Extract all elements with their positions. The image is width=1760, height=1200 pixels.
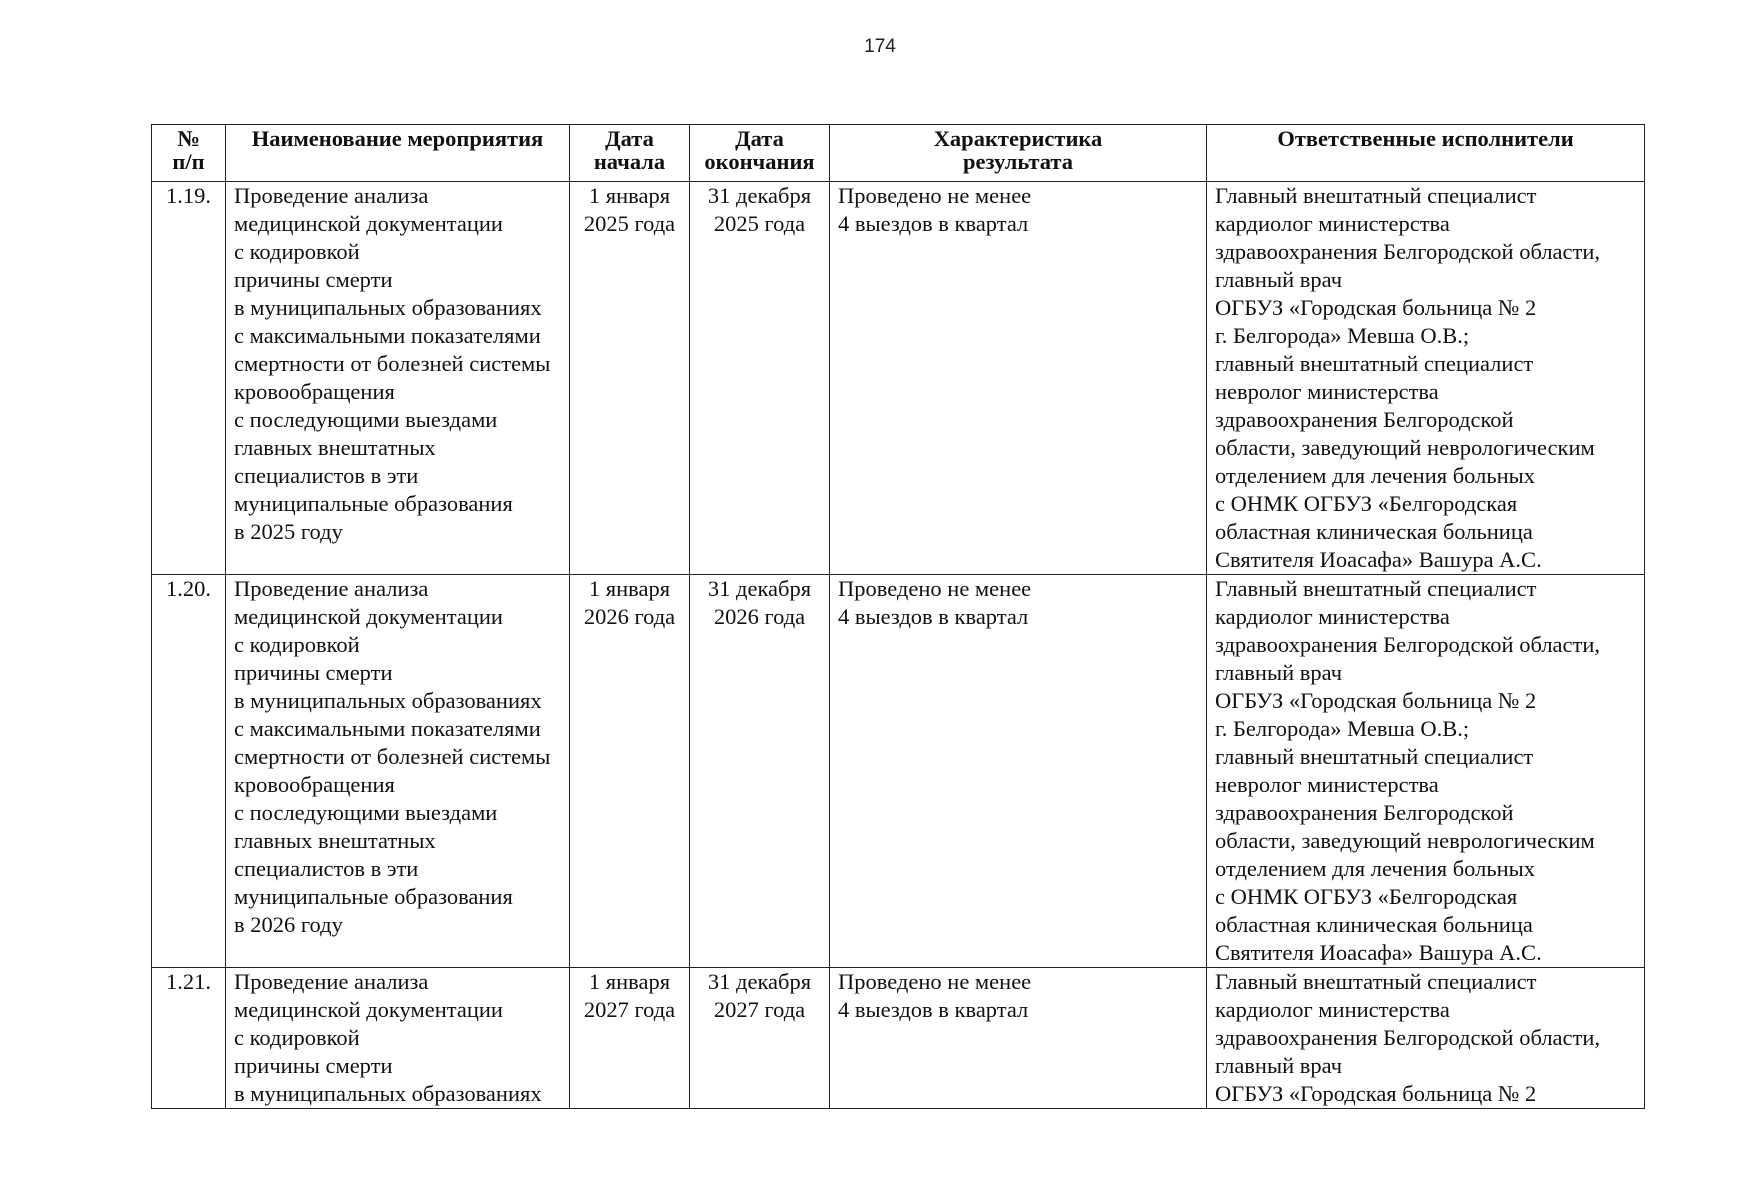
result-description: Проведено не менее 4 выездов в квартал bbox=[830, 968, 1207, 1109]
event-name: Проведение анализа медицинской документации с кодировкой причины смерти в муниципальных образованиях с максимальными показателями смертности от болезней системы кровообращения с последующими выездами главных внештатных специалистов в эти муниципальные образования в 2025 году bbox=[226, 182, 570, 575]
header-start-date: Дата начала bbox=[570, 125, 690, 182]
responsible-persons: Главный внештатный специалист кардиолог министерства здравоохранения Белгородской области, главный врач ОГБУЗ «Городская больница № 2 bbox=[1207, 968, 1645, 1109]
event-name: Проведение анализа медицинской документации с кодировкой причины смерти в муниципальных образованиях bbox=[226, 968, 570, 1109]
result-description: Проведено не менее 4 выездов в квартал bbox=[830, 575, 1207, 968]
page-number: 174 bbox=[864, 36, 896, 57]
row-number: 1.19. bbox=[152, 182, 226, 575]
events-table bbox=[151, 124, 1645, 1109]
responsible-persons: Главный внештатный специалист кардиолог министерства здравоохранения Белгородской области, главный врач ОГБУЗ «Городская больница № 2 г. Белгорода» Мевша О.В.; главный внештатный специалист невролог министерства здравоохранения Белгородской области, заведующий неврологическим отделением для лечения больных с ОНМК ОГБУЗ «Белгородская областная клиническая больница Святителя Иоасафа» Вашура А.С. bbox=[1207, 575, 1645, 968]
start-date: 1 января 2025 года bbox=[570, 182, 690, 575]
row-number: 1.20. bbox=[152, 575, 226, 968]
responsible-persons: Главный внештатный специалист кардиолог министерства здравоохранения Белгородской области, главный врач ОГБУЗ «Городская больница № 2 г. Белгорода» Мевша О.В.; главный внештатный специалист невролог министерства здравоохранения Белгородской области, заведующий неврологическим отделением для лечения больных с ОНМК ОГБУЗ «Белгородская областная клиническая больница Святителя Иоасафа» Вашура А.С. bbox=[1207, 182, 1645, 575]
end-date: 31 декабря 2027 года bbox=[690, 968, 830, 1109]
header-num: № п/п bbox=[152, 125, 226, 182]
header-end-date: Дата окончания bbox=[690, 125, 830, 182]
table-row bbox=[152, 575, 1645, 968]
table-header-row bbox=[152, 125, 1645, 182]
row-number: 1.21. bbox=[152, 968, 226, 1109]
header-name: Наименование мероприятия bbox=[226, 125, 570, 182]
table-row bbox=[152, 182, 1645, 575]
header-result: Характеристика результата bbox=[830, 125, 1207, 182]
start-date: 1 января 2026 года bbox=[570, 575, 690, 968]
end-date: 31 декабря 2025 года bbox=[690, 182, 830, 575]
event-name: Проведение анализа медицинской документации с кодировкой причины смерти в муниципальных образованиях с максимальными показателями смертности от болезней системы кровообращения с последующими выездами главных внештатных специалистов в эти муниципальные образования в 2026 году bbox=[226, 575, 570, 968]
header-responsible: Ответственные исполнители bbox=[1207, 125, 1645, 182]
result-description: Проведено не менее 4 выездов в квартал bbox=[830, 182, 1207, 575]
table-row bbox=[152, 968, 1645, 1109]
start-date: 1 января 2027 года bbox=[570, 968, 690, 1109]
end-date: 31 декабря 2026 года bbox=[690, 575, 830, 968]
